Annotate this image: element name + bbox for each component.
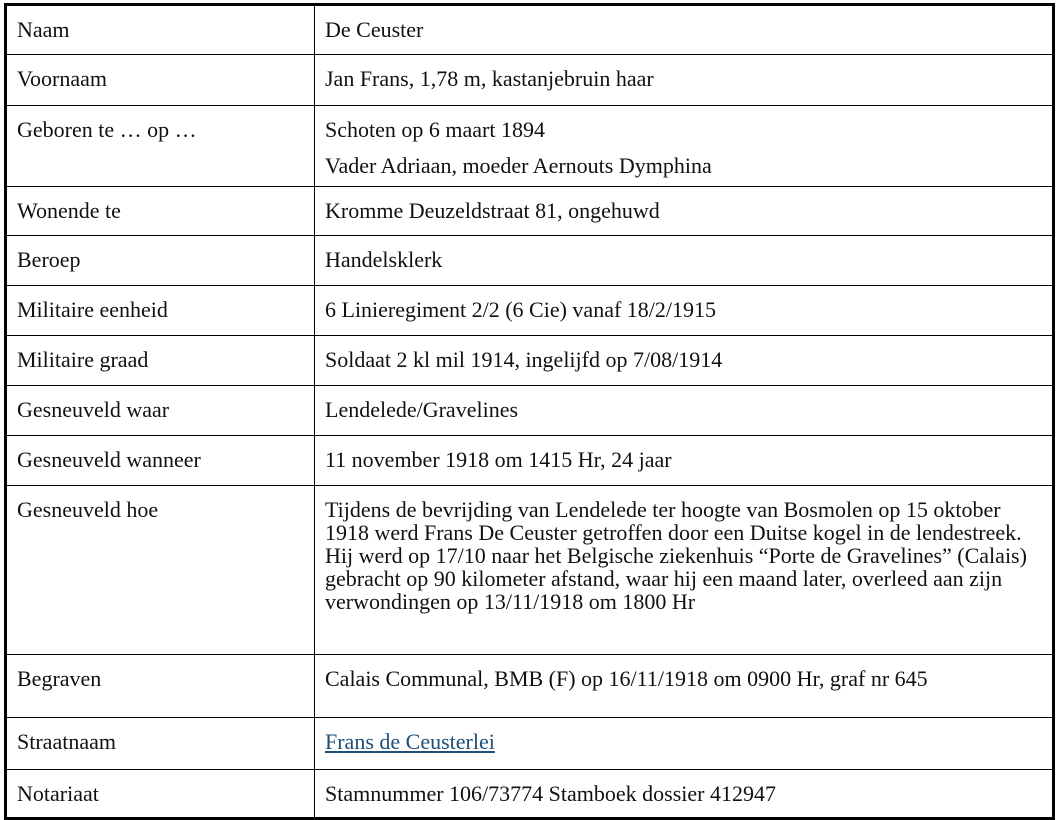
- person-record-table: [4, 3, 1055, 820]
- table-row: [6, 386, 1054, 436]
- value-line: Tijdens de bevrijding van Lendelede ter hoogte van Bosmolen op 15 oktober 1918 werd Frans De Ceuster getroffen door een Duitse kogel in de lendestreek. Hij werd op 17/10 naar het Belgische ziekenhuis “Porte de Gravelines” (Calais) gebracht op 90 kilometer afstand, waar hij een maand later, overleed aan zijn verwondingen op 13/11/1918 om 1800 Hr: [325, 497, 1027, 614]
- row-label: Begraven: [6, 655, 315, 718]
- row-label: Gesneuveld wanneer: [6, 436, 315, 486]
- value-line: 6 Linieregiment 2/2 (6 Cie) vanaf 18/2/1915: [325, 297, 717, 322]
- row-label: Wonende te: [6, 187, 315, 236]
- value-line: Handelsklerk: [325, 247, 443, 272]
- row-value: [315, 655, 1054, 718]
- value-line: Schoten op 6 maart 1894: [325, 117, 545, 142]
- row-value: [315, 187, 1054, 236]
- row-label: Gesneuveld waar: [6, 386, 315, 436]
- row-label: Geboren te … op …: [6, 106, 315, 187]
- table-row: [6, 286, 1054, 336]
- table-row: [6, 236, 1054, 286]
- row-value: [315, 5, 1054, 55]
- row-value: [315, 386, 1054, 436]
- table-row: [6, 655, 1054, 718]
- value-line: Jan Frans, 1,78 m, kastanjebruin haar: [325, 66, 654, 91]
- value-line: Lendelede/Gravelines: [325, 397, 519, 422]
- table-row: [6, 187, 1054, 236]
- value-line: Kromme Deuzeldstraat 81, ongehuwd: [325, 198, 660, 223]
- table-row: [6, 486, 1054, 655]
- table-row: [6, 718, 1054, 770]
- row-label: Straatnaam: [6, 718, 315, 770]
- row-label: Naam: [6, 5, 315, 55]
- row-label: Voornaam: [6, 55, 315, 106]
- row-label: Beroep: [6, 236, 315, 286]
- row-value: [315, 718, 1054, 770]
- table-row: [6, 336, 1054, 386]
- value-line: 11 november 1918 om 1415 Hr, 24 jaar: [325, 447, 672, 472]
- table-row: [6, 770, 1054, 819]
- row-value: [315, 286, 1054, 336]
- row-value: [315, 486, 1054, 655]
- value-line: De Ceuster: [325, 17, 424, 42]
- table-row: [6, 5, 1054, 55]
- row-value: [315, 436, 1054, 486]
- value-line: Calais Communal, BMB (F) op 16/11/1918 om 0900 Hr, graf nr 645: [325, 666, 928, 691]
- row-value: [315, 770, 1054, 819]
- table-row: [6, 106, 1054, 187]
- value-line: Soldaat 2 kl mil 1914, ingelijfd op 7/08/1914: [325, 347, 723, 372]
- row-label: Gesneuveld hoe: [6, 486, 315, 655]
- value-line: Vader Adriaan, moeder Aernouts Dymphina: [325, 153, 712, 178]
- row-label: Notariaat: [6, 770, 315, 819]
- row-value: [315, 336, 1054, 386]
- row-value: [315, 236, 1054, 286]
- table-row: [6, 436, 1054, 486]
- street-name-link[interactable]: Frans de Ceusterlei: [325, 729, 495, 754]
- row-value: [315, 55, 1054, 106]
- value-line: Stamnummer 106/73774 Stamboek dossier 412947: [325, 781, 776, 806]
- table-row: [6, 55, 1054, 106]
- row-label: Militaire graad: [6, 336, 315, 386]
- row-label: Militaire eenheid: [6, 286, 315, 336]
- row-value: [315, 106, 1054, 187]
